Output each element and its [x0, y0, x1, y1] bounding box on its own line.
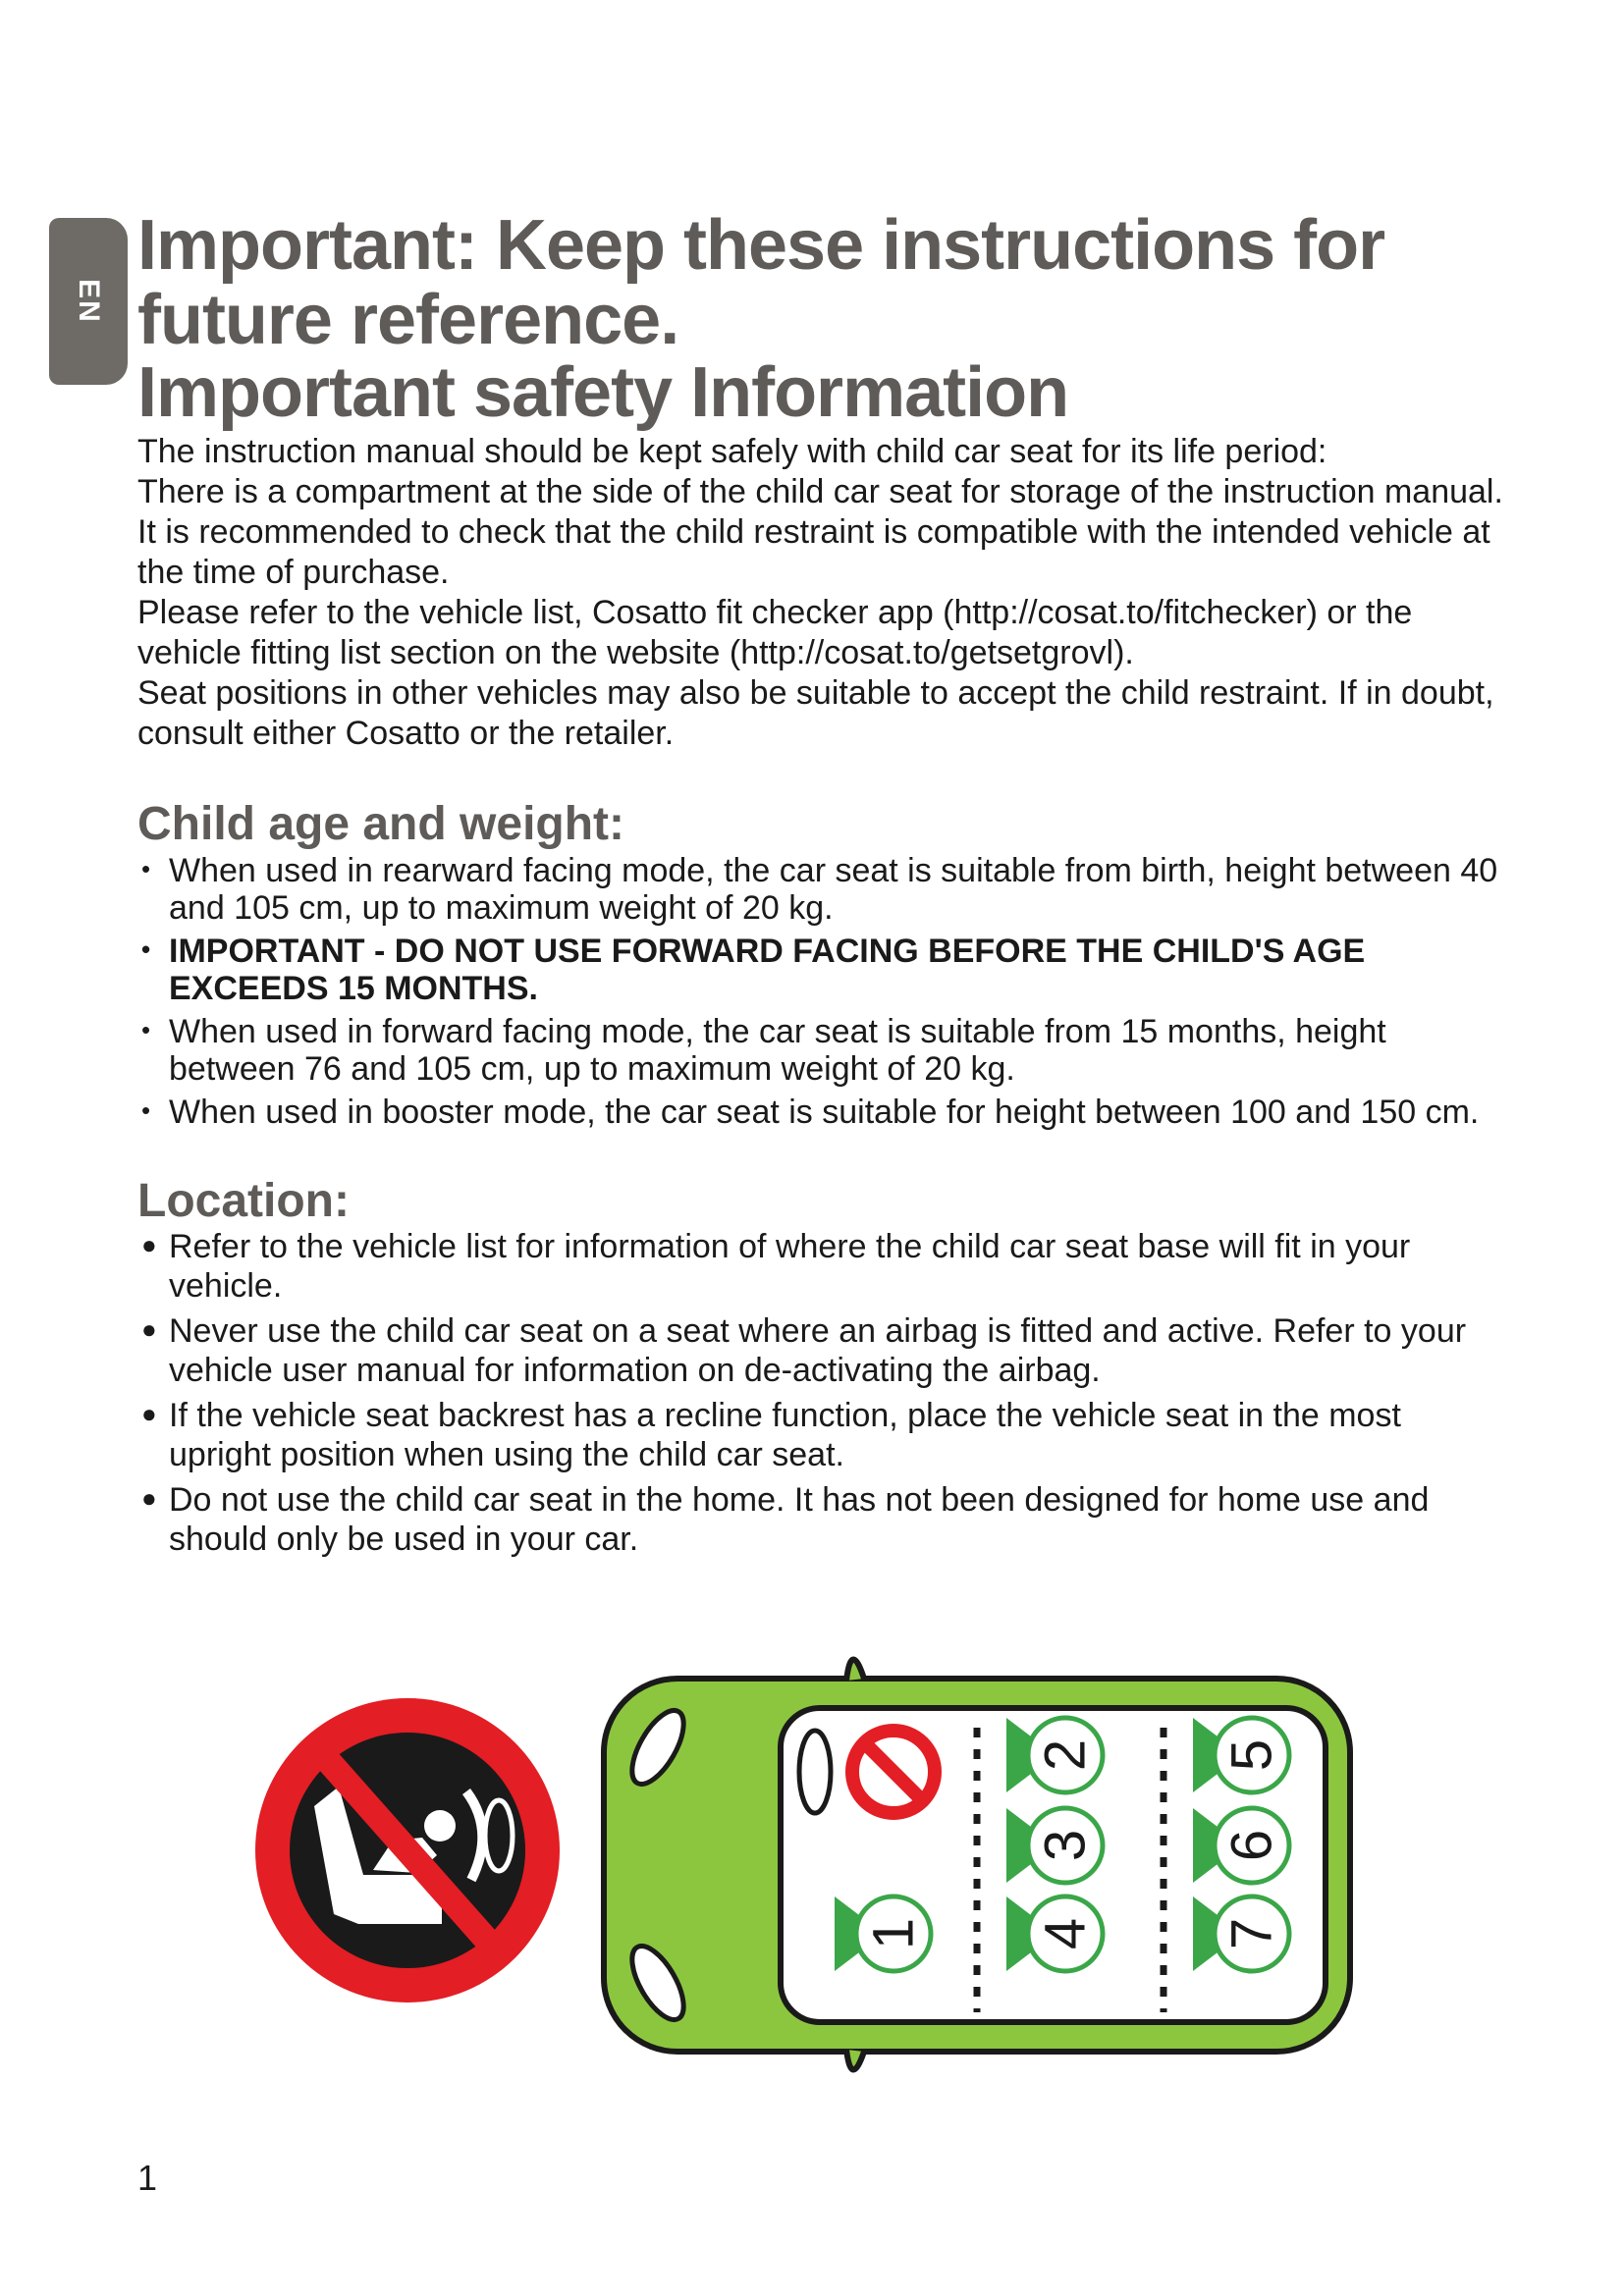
- intro-paragraph: There is a compartment at the side of the child car seat for storage of the instruction manual.: [137, 473, 1503, 510]
- airbag-label: AIRBAG: [356, 1647, 508, 1699]
- seat-position-7: [1193, 1896, 1289, 1971]
- intro-paragraph: Please refer to the vehicle list, Cosatto fit checker app (http://cosat.to/fitchecker) or the vehicle fitting list section on the website (http://cosat.to/getsetgrovl).: [137, 594, 1413, 671]
- child-age-list: [137, 852, 1512, 1137]
- bullet: ●: [141, 1314, 157, 1344]
- list-item-text: Never use the child car seat on a seat where an airbag is fitted and active. Refer to your vehicle user manual for information on de-activating the airbag.: [169, 1312, 1467, 1389]
- seat-number-label: 6: [1219, 1829, 1284, 1862]
- list-item-text: When used in booster mode, the car seat is suitable for height between 100 and 150 cm.: [169, 1094, 1480, 1131]
- seat-number-label: 4: [1033, 1917, 1098, 1950]
- list-item-text: Refer to the vehicle list for information of where the child car seat base will fit in your vehicle.: [169, 1228, 1411, 1305]
- seat-position-3: [1006, 1808, 1103, 1883]
- child-age-heading: Child age and weight:: [137, 798, 625, 850]
- bullet: ●: [141, 1483, 157, 1513]
- bullet: •: [141, 854, 151, 883]
- seat-number-label: 3: [1033, 1829, 1098, 1862]
- list-item-text: Do not use the child car seat in the home. It has not been designed for home use and should only be used in your car.: [169, 1481, 1430, 1558]
- bullet: •: [141, 1095, 151, 1125]
- list-item-text: When used in forward facing mode, the car seat is suitable from 15 months, height between 76 and 105 cm, up to maximum weight of 20 kg.: [169, 1013, 1386, 1088]
- bullet: •: [141, 934, 151, 964]
- no-airbag-sign: [255, 1648, 560, 2002]
- language-code: EN: [73, 279, 105, 324]
- page-number: 1: [137, 2158, 158, 2198]
- intro-paragraph: Seat positions in other vehicles may also be suitable to accept the child restraint. If in doubt, consult either Cosatto or the retailer.: [137, 674, 1494, 752]
- intro-text: [137, 432, 1512, 754]
- child-head-icon: [424, 1810, 456, 1842]
- list-item: [137, 1094, 1512, 1131]
- seat-number-label: 5: [1219, 1738, 1284, 1772]
- seat-number-label: 1: [861, 1917, 926, 1950]
- seat-position-5: [1193, 1718, 1289, 1792]
- list-item: [137, 1396, 1512, 1474]
- intro-paragraph: It is recommended to check that the child restraint is compatible with the intended vehicle at the time of purchase.: [137, 513, 1490, 591]
- page-title: Important: Keep these instructions for future reference.: [137, 206, 1385, 359]
- location-list: [137, 1227, 1512, 1565]
- list-item: [137, 1311, 1512, 1390]
- list-item-text: IMPORTANT - DO NOT USE FORWARD FACING BEFORE THE CHILD'S AGE EXCEEDS 15 MONTHS.: [169, 933, 1366, 1007]
- list-item: [137, 1227, 1512, 1306]
- intro-paragraph: The instruction manual should be kept safely with child car seat for its life period:: [137, 433, 1327, 470]
- bullet: ●: [141, 1399, 157, 1428]
- safety-title: Important safety Information: [137, 353, 1069, 432]
- bullet: ●: [141, 1230, 157, 1259]
- list-item: [137, 852, 1512, 927]
- seat-number-label: 2: [1033, 1738, 1098, 1772]
- prohibited-seat-icon: [852, 1731, 935, 1813]
- language-tab: [49, 218, 128, 385]
- svg-text:AIRBAG: [356, 1648, 507, 1699]
- seat-position-1: [835, 1896, 931, 1971]
- list-item: [137, 1480, 1512, 1559]
- seat-position-2: [1006, 1718, 1103, 1792]
- bullet: •: [141, 1015, 151, 1044]
- list-item-text: When used in rearward facing mode, the car seat is suitable from birth, height between 40 and 105 cm, up to maximum weight of 20 kg.: [169, 852, 1498, 927]
- list-item: [137, 1013, 1512, 1088]
- location-heading: Location:: [137, 1175, 350, 1227]
- list-item: [137, 933, 1512, 1007]
- seat-position-4: [1006, 1896, 1103, 1971]
- list-item-text: If the vehicle seat backrest has a recline function, place the vehicle seat in the most upright position when using the child car seat.: [169, 1397, 1401, 1473]
- seat-position-figure: [245, 1629, 1384, 2081]
- seat-number-label: 7: [1219, 1917, 1284, 1950]
- seat-position-6: [1193, 1808, 1289, 1883]
